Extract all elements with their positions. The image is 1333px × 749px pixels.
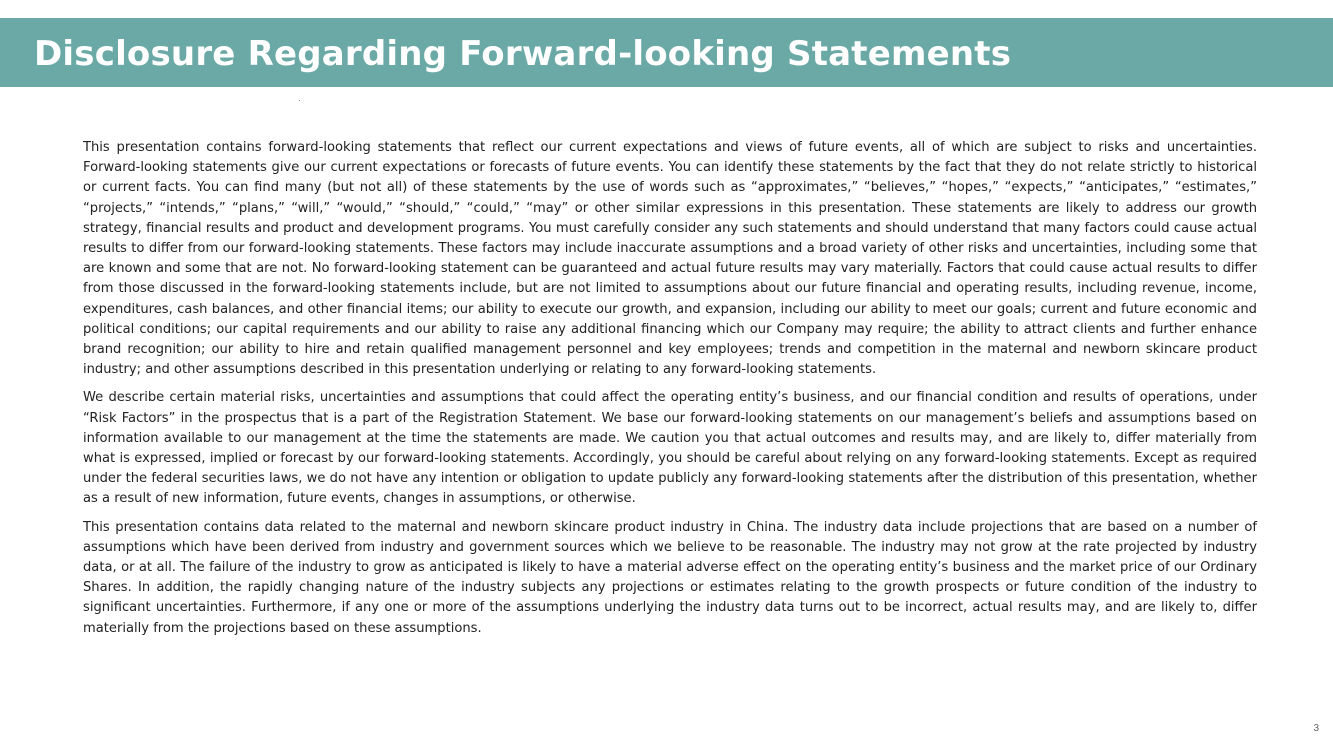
- disclosure-paragraph-forward-looking: This presentation contains forward-looking statements that reflect our current expectations and views of future events, all of which are subject to risks and uncertainties. Forward-looking statements give our current expectations or forecasts of future events. You can identify these statements by the fact that they do not relate strictly to historical or current facts. You can find many (but not all) of these statements by the use of words such as “approximates,” “believes,” “hopes,” “expects,” “anticipates,” “estimates,” “projects,” “intends,” “plans,” “will,” “would,” “should,” “could,” “may” or other similar expressions in this presentation. These statements are likely to address our growth strategy, financial results and product and development programs. You must carefully consider any such statements and should understand that many factors could cause actual results to differ from our forward-looking statements. These factors may include inaccurate assumptions and a broad variety of other risks and uncertainties, including some that are known and some that are not. No forward-looking statement can be guaranteed and actual future results may vary materially. Factors that could cause actual results to differ from those discussed in the forward-looking statements include, but are not limited to assumptions about our future financial and operating results, including revenue, income, expenditures, cash balances, and other financial items; our ability to execute our growth, and expansion, including our ability to meet our goals; current and future economic and political conditions; our capital requirements and our ability to raise any additional financing which our Company may require; the ability to attract clients and further enhance brand recognition; our ability to hire and retain qualified management personnel and key employees; trends and competition in the maternal and newborn skincare product industry; and other assumptions described in this presentation underlying or relating to any forward-looking statements.: [83, 140, 1257, 378]
- title-bar: [0, 18, 1333, 87]
- page-title: Disclosure Regarding Forward-looking Statements: [34, 34, 1012, 74]
- disclosure-paragraph-industry-data: This presentation contains data related to the maternal and newborn skincare product industry in China. The industry data include projections that are based on a number of assumptions which have been derived from industry and government sources which we believe to be reasonable. The industry may not grow at the rate projected by industry data, or at all. The failure of the industry to grow as anticipated is likely to have a material adverse effect on the operating entity’s business and the market price of our Ordinary Shares. In addition, the rapidly changing nature of the industry subjects any projections or estimates relating to the growth prospects or future condition of the industry to significant uncertainties. Furthermore, if any one or more of the assumptions underlying the industry data turns out to be incorrect, actual results may, and are likely to, differ materially from the projections based on these assumptions.: [83, 519, 1257, 636]
- decorative-dot: [299, 100, 300, 101]
- disclosure-body: [83, 138, 1257, 647]
- disclosure-paragraph-risk-factors: We describe certain material risks, uncertainties and assumptions that could affect the operating entity’s business, and our financial condition and results of operations, under “Risk Factors” in the prospectus that is a part of the Registration Statement. We base our forward-looking statements on our management’s beliefs and assumptions based on information available to our management at the time the statements are made. We caution you that actual outcomes and results may, and are likely to, differ materially from what is expressed, implied or forecast by our forward-looking statements. Accordingly, you should be careful about relying on any forward-looking statements. Except as required under the federal securities laws, we do not have any intention or obligation to update publicly any forward-looking statements after the distribution of this presentation, whether as a result of new information, future events, changes in assumptions, or otherwise.: [83, 390, 1257, 507]
- page-number: 3: [1313, 723, 1319, 734]
